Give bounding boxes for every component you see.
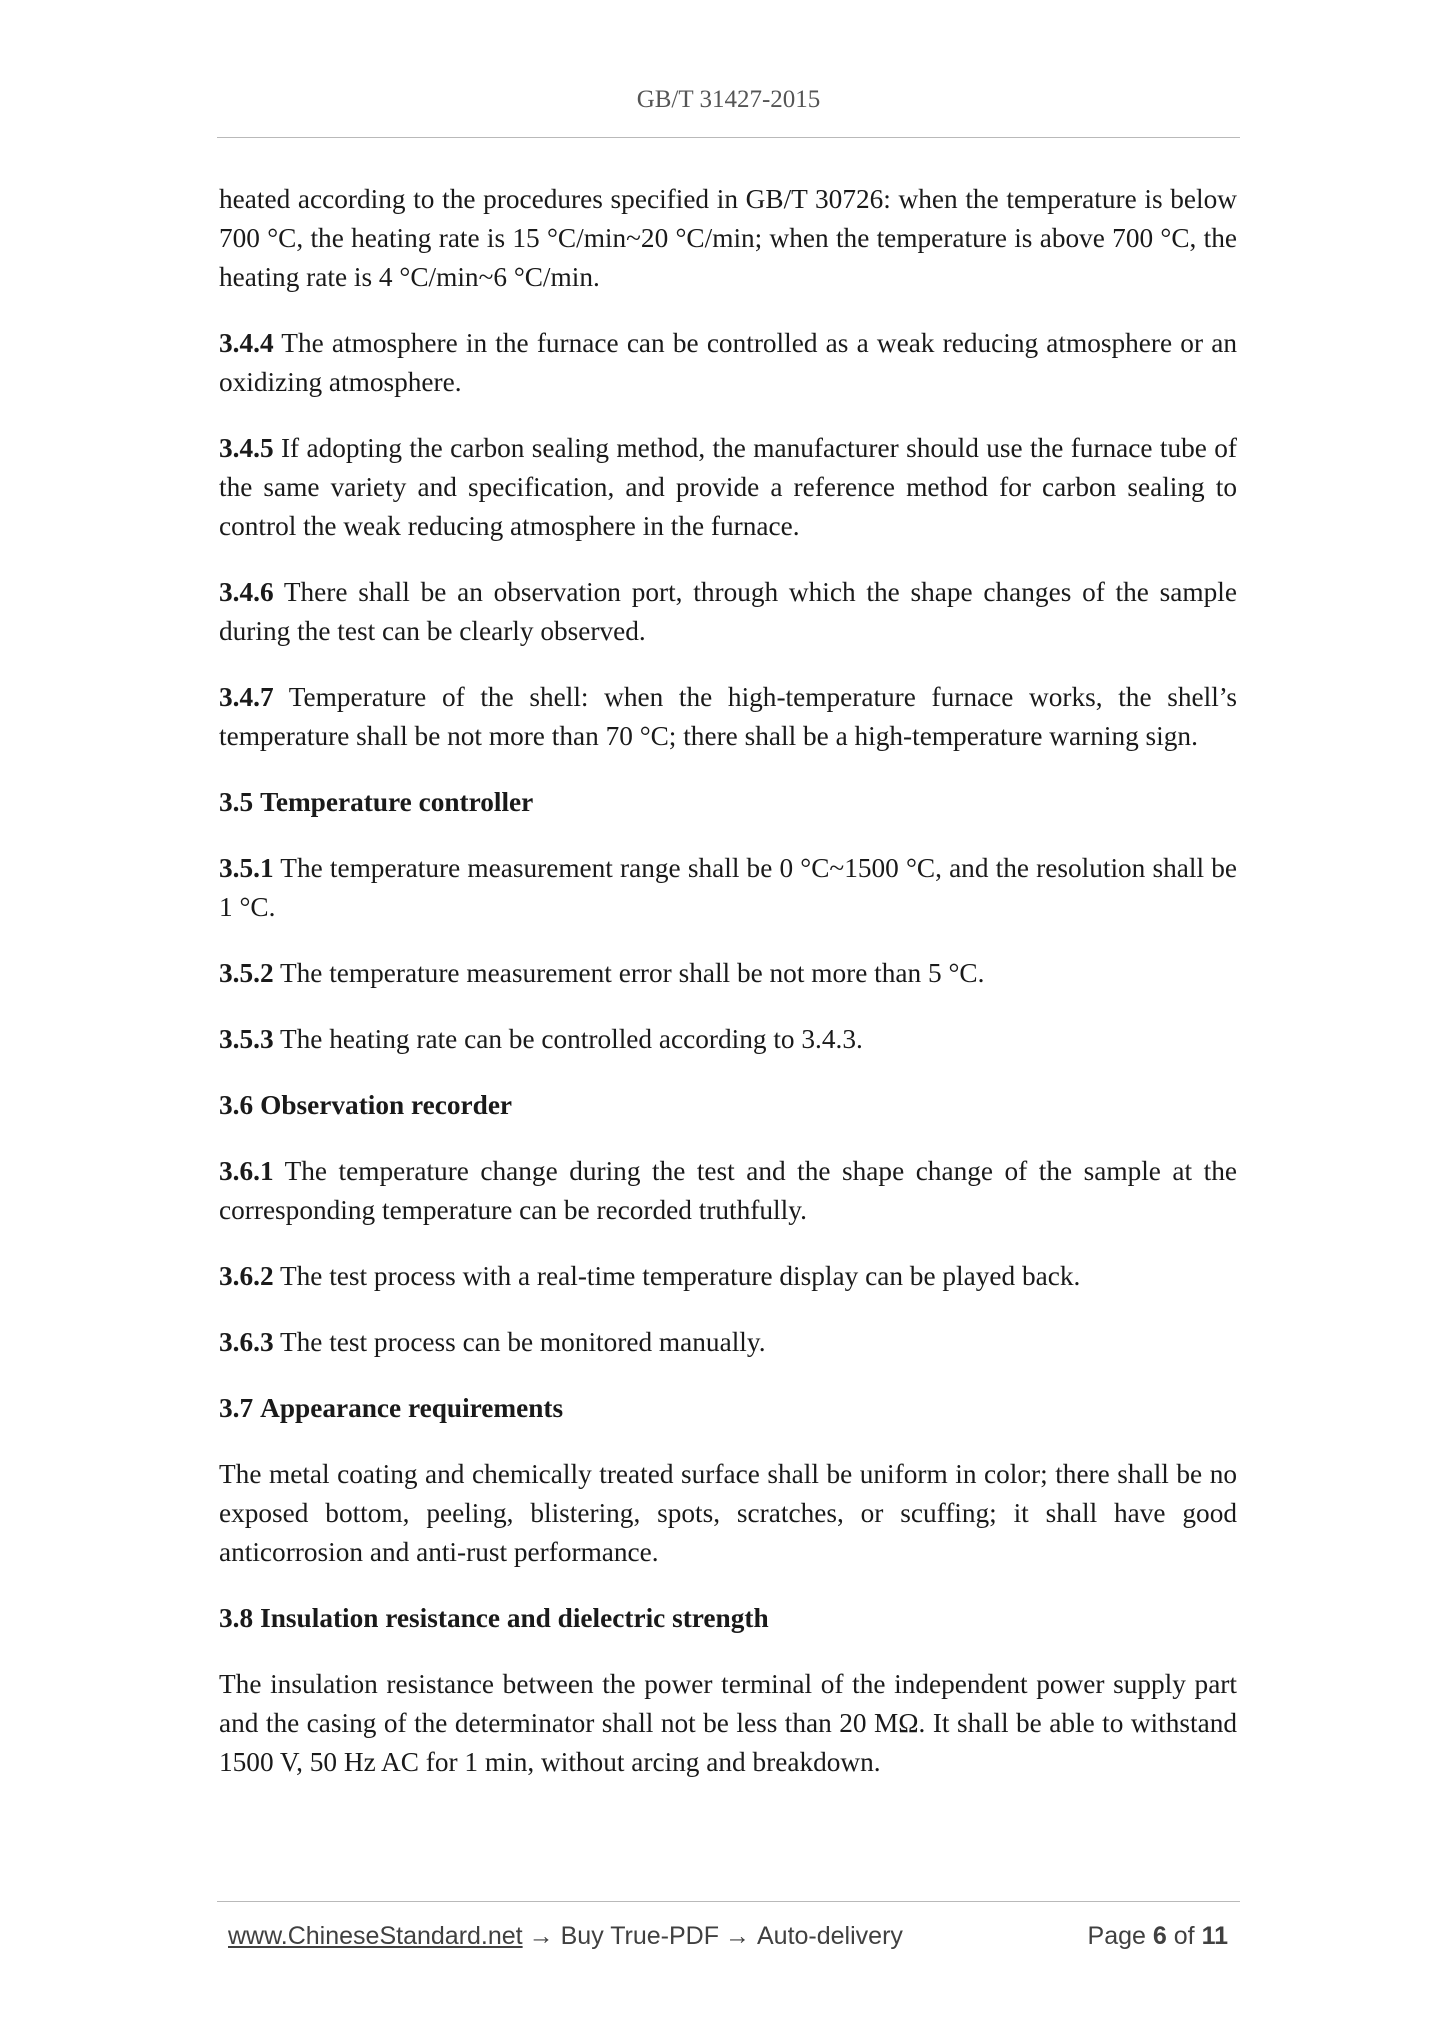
clause-text: The temperature measurement range shall be 0 °C~1500 °C, and the resolution shall be 1 °C. [219, 853, 1237, 922]
section-title: Temperature controller [260, 787, 534, 817]
section-number: 3.7 [219, 1393, 254, 1423]
buy-true-pdf-label: Buy True-PDF [560, 1922, 719, 1950]
clause-3-4-7 [219, 678, 1237, 756]
section-number: 3.5 [219, 787, 254, 817]
header-divider [217, 137, 1240, 138]
clause-3-4-6 [219, 573, 1237, 651]
clause-text: There shall be an observation port, through which the shape changes of the sample during the test can be clearly observed. [219, 577, 1237, 646]
clause-number: 3.6.2 [219, 1261, 274, 1291]
clause-text: The test process with a real-time temperature display can be played back. [279, 1261, 1081, 1291]
clause-3-6-1 [219, 1152, 1237, 1230]
footer-promo [228, 1918, 903, 1954]
section-heading-3-6 [219, 1086, 1237, 1125]
section-heading-3-7 [219, 1389, 1237, 1428]
section-number: 3.8 [219, 1603, 254, 1633]
clause-text: Temperature of the shell: when the high-temperature furnace works, the shell’s temperature shall be not more than 70 °C; there shall be a high-temperature warning sign. [219, 682, 1237, 751]
section-heading-3-5 [219, 783, 1237, 822]
of-word: of [1173, 1922, 1195, 1950]
clause-number: 3.5.2 [219, 958, 274, 988]
clause-text: The test process can be monitored manually. [279, 1327, 766, 1357]
section-title: Observation recorder [260, 1090, 513, 1120]
arrow-right-icon: → [528, 1922, 554, 1950]
clause-number: 3.4.4 [219, 328, 274, 358]
clause-3-5-1 [219, 849, 1237, 927]
intro-paragraph: heated according to the procedures specified in GB/T 30726: when the temperature is below 700 °C, the heating rate is 15 °C/min~20 °C/min; when the temperature is above 700 °C, the heating rate is 4 °C/min~6 °C/min. [219, 184, 1237, 292]
current-page: 6 [1152, 1922, 1167, 1950]
clause-3-4-4 [219, 324, 1237, 402]
total-pages: 11 [1201, 1922, 1228, 1950]
clause-number: 3.4.5 [219, 433, 274, 463]
clause-3-5-3 [219, 1020, 1237, 1059]
section-number: 3.6 [219, 1090, 254, 1120]
document-body [219, 180, 1237, 1782]
arrow-right-icon: → [725, 1922, 750, 1950]
auto-delivery-label: Auto-delivery [757, 1922, 903, 1950]
clause-number: 3.4.6 [219, 577, 274, 607]
document-code-header: GB/T 31427-2015 [636, 86, 821, 113]
page-number [1088, 1918, 1228, 1954]
clause-3-6-2 [219, 1257, 1237, 1296]
clause-3-6-3 [219, 1323, 1237, 1362]
section-heading-3-8 [219, 1599, 1237, 1638]
section-title: Insulation resistance and dielectric strength [260, 1603, 769, 1633]
clause-number: 3.5.1 [219, 853, 274, 883]
page-footer [228, 1918, 1228, 1954]
section-title: Appearance requirements [260, 1393, 564, 1423]
clause-number: 3.6.3 [219, 1327, 274, 1357]
clause-number: 3.4.7 [219, 682, 274, 712]
clause-text: The heating rate can be controlled according to 3.4.3. [279, 1024, 863, 1054]
clause-text: If adopting the carbon sealing method, the manufacturer should use the furnace tube of the same variety and specification, and provide a reference method for carbon sealing to control the weak reducing atmosphere in the furnace. [219, 433, 1237, 541]
chinesestandard-link[interactable]: www.ChineseStandard.net [228, 1922, 523, 1950]
page-word: Page [1087, 1922, 1146, 1950]
clause-number: 3.6.1 [219, 1156, 274, 1186]
clause-text: The atmosphere in the furnace can be controlled as a weak reducing atmosphere or an oxidizing atmosphere. [219, 328, 1237, 397]
clause-3-5-2 [219, 954, 1237, 993]
clause-text: The temperature measurement error shall be not more than 5 °C. [279, 958, 985, 988]
clause-3-4-5 [219, 429, 1237, 546]
clause-number: 3.5.3 [219, 1024, 274, 1054]
footer-divider [217, 1901, 1240, 1902]
section-3-7-paragraph: The metal coating and chemically treated surface shall be uniform in color; there shall be no exposed bottom, peeling, blistering, spots, scratches, or scuffing; it shall have good anticorrosion and anti-rust performance. [219, 1459, 1237, 1567]
section-3-8-paragraph: The insulation resistance between the power terminal of the independent power supply part and the casing of the determinator shall not be less than 20 MΩ. It shall be able to withstand 1500 V, 50 Hz AC for 1 min, without arcing and breakdown. [219, 1669, 1237, 1777]
clause-text: The temperature change during the test and the shape change of the sample at the corresponding temperature can be recorded truthfully. [219, 1156, 1237, 1225]
